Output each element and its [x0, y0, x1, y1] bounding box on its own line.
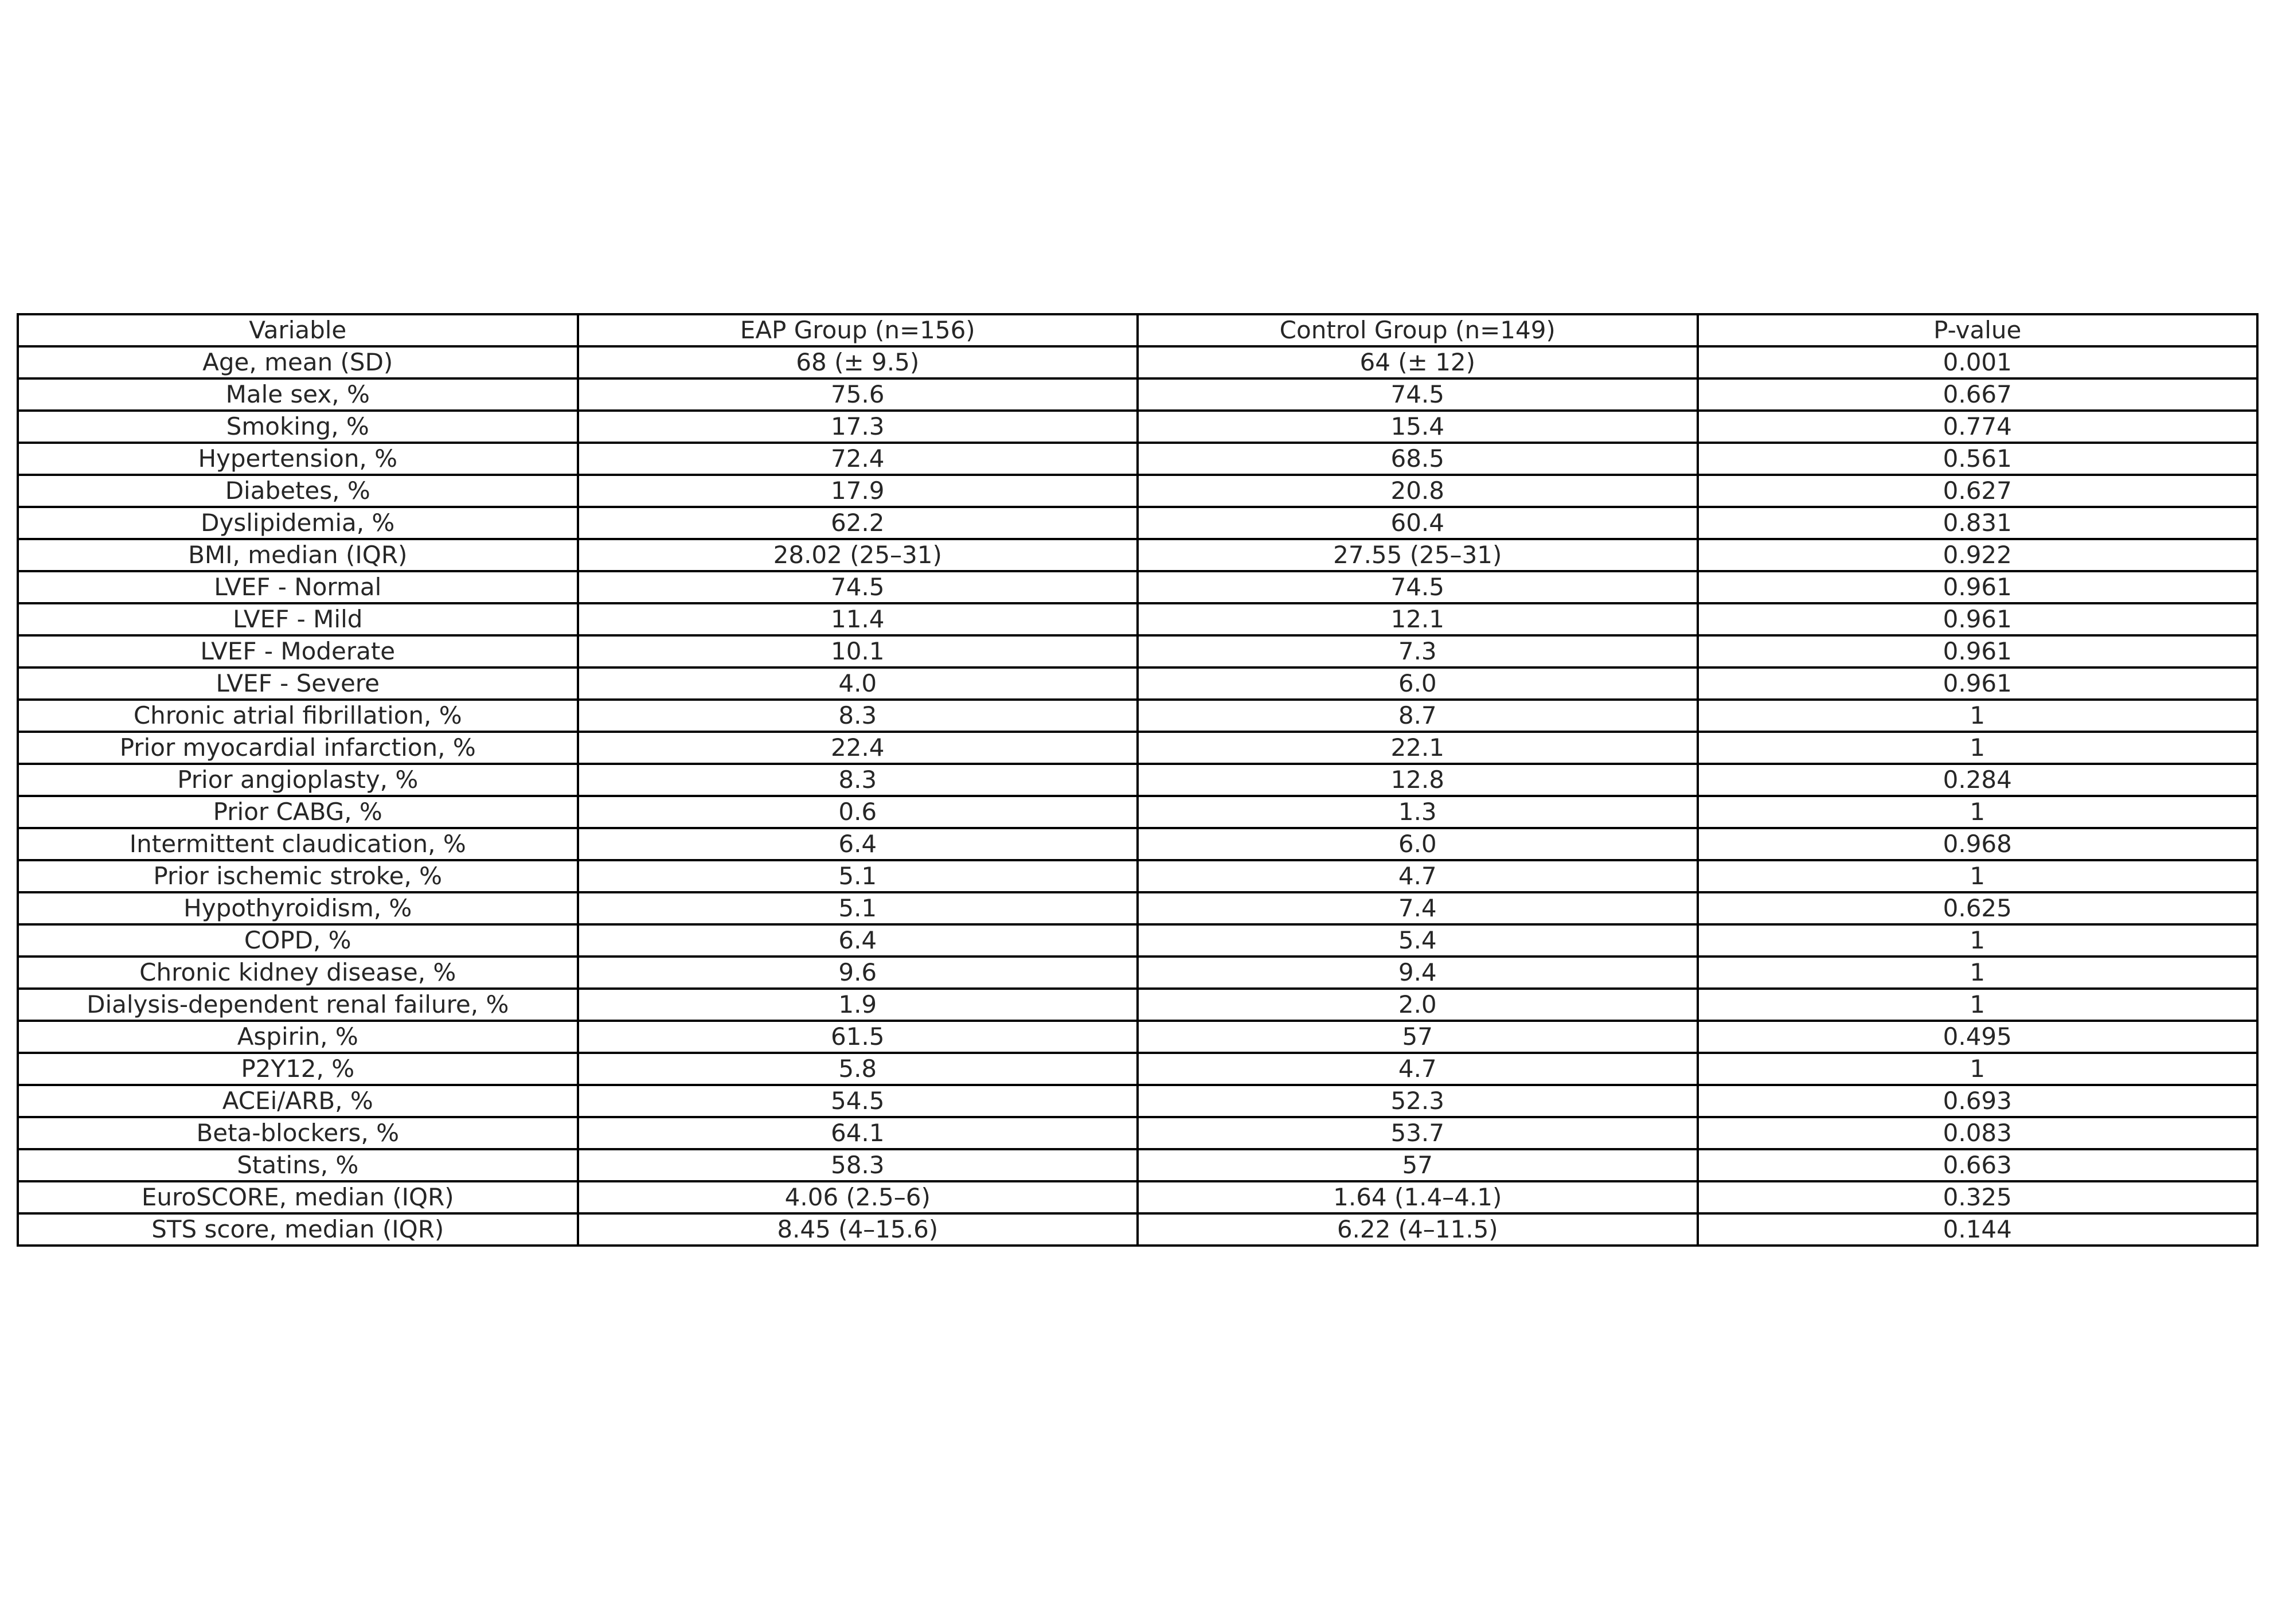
control-group-cell: 53.7: [1138, 1117, 1698, 1149]
variable-cell: Chronic atrial fibrillation, %: [18, 700, 578, 732]
eap-group-cell: 68 (± 9.5): [578, 346, 1138, 378]
table-body: [18, 346, 2257, 1246]
control-group-cell: 12.8: [1138, 764, 1698, 796]
p-value-cell: 1: [1698, 1053, 2258, 1085]
variable-cell: Dialysis-dependent renal failure, %: [18, 989, 578, 1021]
eap-group-cell: 17.3: [578, 411, 1138, 443]
table-row: [18, 796, 2257, 828]
p-value-cell: 0.693: [1698, 1085, 2258, 1117]
control-group-cell: 6.22 (4–11.5): [1138, 1213, 1698, 1246]
eap-group-cell: 22.4: [578, 732, 1138, 764]
table-row: [18, 378, 2257, 411]
table-row: [18, 924, 2257, 957]
variable-cell: Prior CABG, %: [18, 796, 578, 828]
p-value-cell: 0.667: [1698, 378, 2258, 411]
table-row: [18, 475, 2257, 507]
table-row: [18, 1117, 2257, 1149]
control-group-cell: 6.0: [1138, 828, 1698, 860]
table-row: [18, 667, 2257, 700]
control-group-cell: 4.7: [1138, 860, 1698, 892]
p-value-cell: 0.561: [1698, 443, 2258, 475]
variable-cell: BMI, median (IQR): [18, 539, 578, 571]
p-value-cell: 0.831: [1698, 507, 2258, 539]
control-group-cell: 64 (± 12): [1138, 346, 1698, 378]
table-row: [18, 732, 2257, 764]
table-row: [18, 828, 2257, 860]
control-group-cell: 4.7: [1138, 1053, 1698, 1085]
control-group-cell: 8.7: [1138, 700, 1698, 732]
table-row: [18, 989, 2257, 1021]
table-row: [18, 1053, 2257, 1085]
p-value-cell: 0.284: [1698, 764, 2258, 796]
eap-group-cell: 4.0: [578, 667, 1138, 700]
variable-cell: STS score, median (IQR): [18, 1213, 578, 1246]
p-value-cell: 0.144: [1698, 1213, 2258, 1246]
control-group-cell: 2.0: [1138, 989, 1698, 1021]
p-value-cell: 0.774: [1698, 411, 2258, 443]
table-row: [18, 1149, 2257, 1181]
table-row: [18, 764, 2257, 796]
p-value-cell: 0.625: [1698, 892, 2258, 924]
control-group-cell: 22.1: [1138, 732, 1698, 764]
variable-cell: Hypertension, %: [18, 443, 578, 475]
p-value-cell: 0.961: [1698, 571, 2258, 603]
variable-cell: LVEF - Severe: [18, 667, 578, 700]
p-value-cell: 0.961: [1698, 667, 2258, 700]
header-cell-control-group: Control Group (n=149): [1138, 314, 1698, 346]
table-row: [18, 411, 2257, 443]
p-value-cell: 0.627: [1698, 475, 2258, 507]
variable-cell: Beta-blockers, %: [18, 1117, 578, 1149]
variable-cell: Chronic kidney disease, %: [18, 957, 578, 989]
variable-cell: Smoking, %: [18, 411, 578, 443]
eap-group-cell: 61.5: [578, 1021, 1138, 1053]
eap-group-cell: 1.9: [578, 989, 1138, 1021]
eap-group-cell: 11.4: [578, 603, 1138, 635]
eap-group-cell: 8.3: [578, 700, 1138, 732]
p-value-cell: 1: [1698, 732, 2258, 764]
variable-cell: COPD, %: [18, 924, 578, 957]
control-group-cell: 57: [1138, 1021, 1698, 1053]
eap-group-cell: 0.6: [578, 796, 1138, 828]
table-row: [18, 1021, 2257, 1053]
p-value-cell: 0.961: [1698, 603, 2258, 635]
variable-cell: Male sex, %: [18, 378, 578, 411]
eap-group-cell: 4.06 (2.5–6): [578, 1181, 1138, 1213]
p-value-cell: 0.083: [1698, 1117, 2258, 1149]
variable-cell: Dyslipidemia, %: [18, 507, 578, 539]
table-row: [18, 957, 2257, 989]
control-group-cell: 68.5: [1138, 443, 1698, 475]
p-value-cell: 0.495: [1698, 1021, 2258, 1053]
table-row: [18, 443, 2257, 475]
eap-group-cell: 17.9: [578, 475, 1138, 507]
p-value-cell: 1: [1698, 700, 2258, 732]
p-value-cell: 0.968: [1698, 828, 2258, 860]
data-table-container: [17, 313, 2259, 1247]
table-row: [18, 346, 2257, 378]
eap-group-cell: 54.5: [578, 1085, 1138, 1117]
control-group-cell: 5.4: [1138, 924, 1698, 957]
eap-group-cell: 8.45 (4–15.6): [578, 1213, 1138, 1246]
p-value-cell: 0.325: [1698, 1181, 2258, 1213]
p-value-cell: 0.922: [1698, 539, 2258, 571]
eap-group-cell: 58.3: [578, 1149, 1138, 1181]
eap-group-cell: 75.6: [578, 378, 1138, 411]
control-group-cell: 74.5: [1138, 571, 1698, 603]
eap-group-cell: 5.1: [578, 892, 1138, 924]
eap-group-cell: 28.02 (25–31): [578, 539, 1138, 571]
control-group-cell: 15.4: [1138, 411, 1698, 443]
table-row: [18, 892, 2257, 924]
control-group-cell: 12.1: [1138, 603, 1698, 635]
p-value-cell: 1: [1698, 796, 2258, 828]
variable-cell: Prior angioplasty, %: [18, 764, 578, 796]
eap-group-cell: 6.4: [578, 828, 1138, 860]
control-group-cell: 9.4: [1138, 957, 1698, 989]
control-group-cell: 7.4: [1138, 892, 1698, 924]
table-row: [18, 1213, 2257, 1246]
variable-cell: LVEF - Moderate: [18, 635, 578, 667]
variable-cell: Intermittent claudication, %: [18, 828, 578, 860]
p-value-cell: 0.961: [1698, 635, 2258, 667]
p-value-cell: 1: [1698, 957, 2258, 989]
variable-cell: LVEF - Normal: [18, 571, 578, 603]
header-cell-eap-group: EAP Group (n=156): [578, 314, 1138, 346]
control-group-cell: 52.3: [1138, 1085, 1698, 1117]
table-row: [18, 860, 2257, 892]
eap-group-cell: 5.1: [578, 860, 1138, 892]
p-value-cell: 0.663: [1698, 1149, 2258, 1181]
control-group-cell: 1.3: [1138, 796, 1698, 828]
table-row: [18, 1085, 2257, 1117]
control-group-cell: 1.64 (1.4–4.1): [1138, 1181, 1698, 1213]
table-row: [18, 507, 2257, 539]
control-group-cell: 74.5: [1138, 378, 1698, 411]
control-group-cell: 6.0: [1138, 667, 1698, 700]
control-group-cell: 27.55 (25–31): [1138, 539, 1698, 571]
variable-cell: ACEi/ARB, %: [18, 1085, 578, 1117]
table-row: [18, 571, 2257, 603]
eap-group-cell: 62.2: [578, 507, 1138, 539]
eap-group-cell: 10.1: [578, 635, 1138, 667]
table-row: [18, 700, 2257, 732]
variable-cell: Age, mean (SD): [18, 346, 578, 378]
p-value-cell: 1: [1698, 989, 2258, 1021]
variable-cell: Prior myocardial infarction, %: [18, 732, 578, 764]
eap-group-cell: 72.4: [578, 443, 1138, 475]
header-cell-p-value: P-value: [1698, 314, 2258, 346]
p-value-cell: 1: [1698, 924, 2258, 957]
table-row: [18, 603, 2257, 635]
data-table: [17, 313, 2259, 1247]
variable-cell: Hypothyroidism, %: [18, 892, 578, 924]
eap-group-cell: 64.1: [578, 1117, 1138, 1149]
table-row: [18, 539, 2257, 571]
table-row: [18, 1181, 2257, 1213]
eap-group-cell: 5.8: [578, 1053, 1138, 1085]
table-header-row: [18, 314, 2257, 346]
control-group-cell: 60.4: [1138, 507, 1698, 539]
header-cell-variable: Variable: [18, 314, 578, 346]
variable-cell: Diabetes, %: [18, 475, 578, 507]
variable-cell: P2Y12, %: [18, 1053, 578, 1085]
p-value-cell: 0.001: [1698, 346, 2258, 378]
eap-group-cell: 6.4: [578, 924, 1138, 957]
eap-group-cell: 74.5: [578, 571, 1138, 603]
table-row: [18, 635, 2257, 667]
control-group-cell: 20.8: [1138, 475, 1698, 507]
control-group-cell: 57: [1138, 1149, 1698, 1181]
control-group-cell: 7.3: [1138, 635, 1698, 667]
variable-cell: Statins, %: [18, 1149, 578, 1181]
variable-cell: LVEF - Mild: [18, 603, 578, 635]
p-value-cell: 1: [1698, 860, 2258, 892]
variable-cell: Aspirin, %: [18, 1021, 578, 1053]
eap-group-cell: 8.3: [578, 764, 1138, 796]
variable-cell: EuroSCORE, median (IQR): [18, 1181, 578, 1213]
variable-cell: Prior ischemic stroke, %: [18, 860, 578, 892]
eap-group-cell: 9.6: [578, 957, 1138, 989]
